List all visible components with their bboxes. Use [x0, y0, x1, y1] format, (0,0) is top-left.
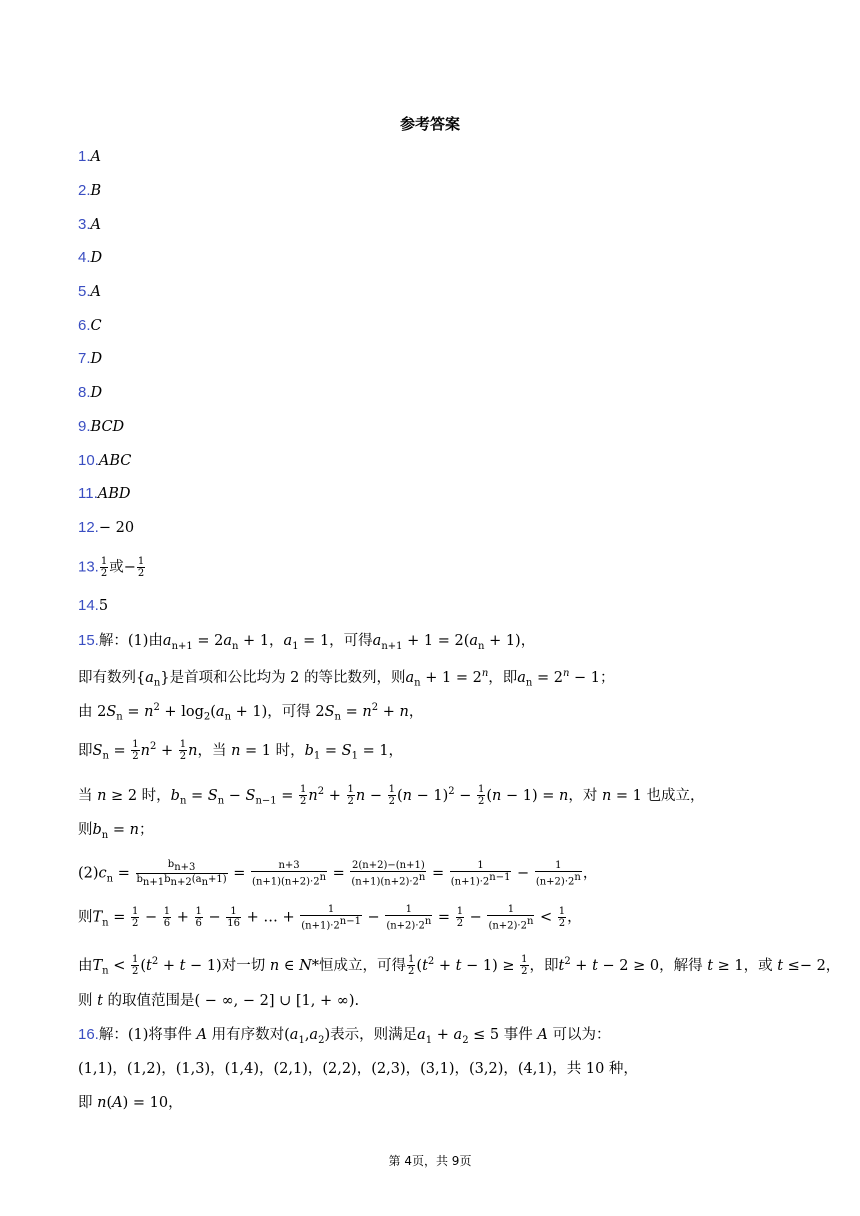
page-title: 参考答案 [399, 115, 460, 133]
q15-line-7: $(2)c_n$ = $\frac{b_{n+3}}{b_{n+1}b_{n+2}(a_n+1)}$ = $\frac{n+3}{(n+1)(n+2)\cdot 2^n}$ = $\frac{2(n+2)-(n+1)}{(n+1)(n+2)\cdot 2^n}$ = $\frac{1}{(n+1)\cdot 2^{n-1}}$ − $\frac{1}{(n+2)\cdot 2^n}$ ， [78, 859, 598, 888]
q15-line-6: 则$b_n = n$； [78, 822, 154, 841]
answer-item: 11.ABD [78, 485, 131, 502]
q15-line-10: 则 t 的取值范围是( − ∞, − 2] ∪ [1, + ∞). [78, 993, 360, 1009]
answer-item: 6.C [78, 317, 102, 334]
answer-item: 2.B [78, 182, 102, 199]
answer-item: 3.A [78, 216, 101, 233]
answer-item: 7.D [78, 350, 103, 367]
answer-item: 14.5 [78, 597, 109, 614]
q15-line-5: 当 n ≥ 2 时，$b_n = S_n - S_{n-1}$ = $\frac{1}{2}$ $n^2$ + $\frac{1}{2}$ n − $\frac{1}{2}$ $(n - 1)^2$ − $\frac{1}{2}$ (n − 1) = n，对 n = 1 也成立， [78, 784, 705, 808]
answer-item: 10.ABC [78, 452, 132, 469]
answer-item: 8.D [78, 384, 103, 401]
answer-item: 5.A [78, 283, 101, 300]
answer-item: 12.− 20 [78, 519, 135, 536]
q15-line-8: 则$T_n$ = $\frac{1}{2}$ − $\frac{1}{6}$ + $\frac{1}{6}$ − $\frac{1}{16}$ + … + $\frac{1}{(n+1)\cdot 2^{n-1}}$ − $\frac{1}{(n+2)\cdot 2^n}$ = $\frac{1}{2}$ − $\frac{1}{(n+2)\cdot 2^n}$ < $\frac{1}{2}$ ， [78, 904, 582, 932]
answer-item: 4.D [78, 249, 103, 266]
q16-line-1: 16.解：(1)将事件 A 用有序数对$(a_1,a_2)$表示，则满足$a_1 + a_2 \le 5$ 事件 A 可以为： [78, 1026, 611, 1046]
q16-line-2: (1,1)，(1,2)，(1,3)，(1,4)，(2,1)，(2,2)，(2,3)，(3,1)，(3,2)，(4,1)，共 10 种， [78, 1061, 638, 1077]
q15-line-3: 由 $2S_n = n^2 + \log_2(a_n + 1)$，可得 $2S_n = n^2 + n$， [78, 702, 424, 723]
q15-line-4: 即$S_n$ = $\frac{1}{2}$ $n^2$ + $\frac{1}{2}$ n，当 n = 1 时，$b_1 = S_1 = 1$， [78, 739, 404, 763]
q16-line-3: 即 n(A) = 10， [78, 1095, 183, 1111]
fraction: $\frac{1}{2}$ [137, 556, 145, 579]
answer-item: 13. $\frac{1}{2}$ 或− $\frac{1}{2}$ [78, 556, 145, 579]
q15-line-1: 15.解：(1)由$a_{n+1} = 2a_n + 1$，$a_1 = 1$，可得$a_{n+1} + 1 = 2(a_n + 1)$， [78, 632, 536, 652]
q15-line-9: 由$T_n$ < $\frac{1}{2}$ $(t^2 + t - 1)$对一切 n ∈ N*恒成立，可得 $\frac{1}{2}$ $(t^2 + t - 1)$ ≥ $\frac{1}{2}$ ，即$t^2 + t - 2 \ge 0$，解得 t ≥ 1，或 t ≤− 2， [78, 954, 841, 978]
answer-item: 9.BCD [78, 418, 125, 435]
answer-item: 1.A [78, 148, 101, 165]
page-footer: 第 4页，共 9页 [388, 1154, 472, 1168]
fraction: $\frac{1}{2}$ [100, 556, 108, 579]
q15-line-2: 即有数列$\{a_n\}$是首项和公比均为 2 的等比数列，则$a_n + 1 = 2^n$，即$a_n = 2^n - 1$； [78, 668, 615, 689]
